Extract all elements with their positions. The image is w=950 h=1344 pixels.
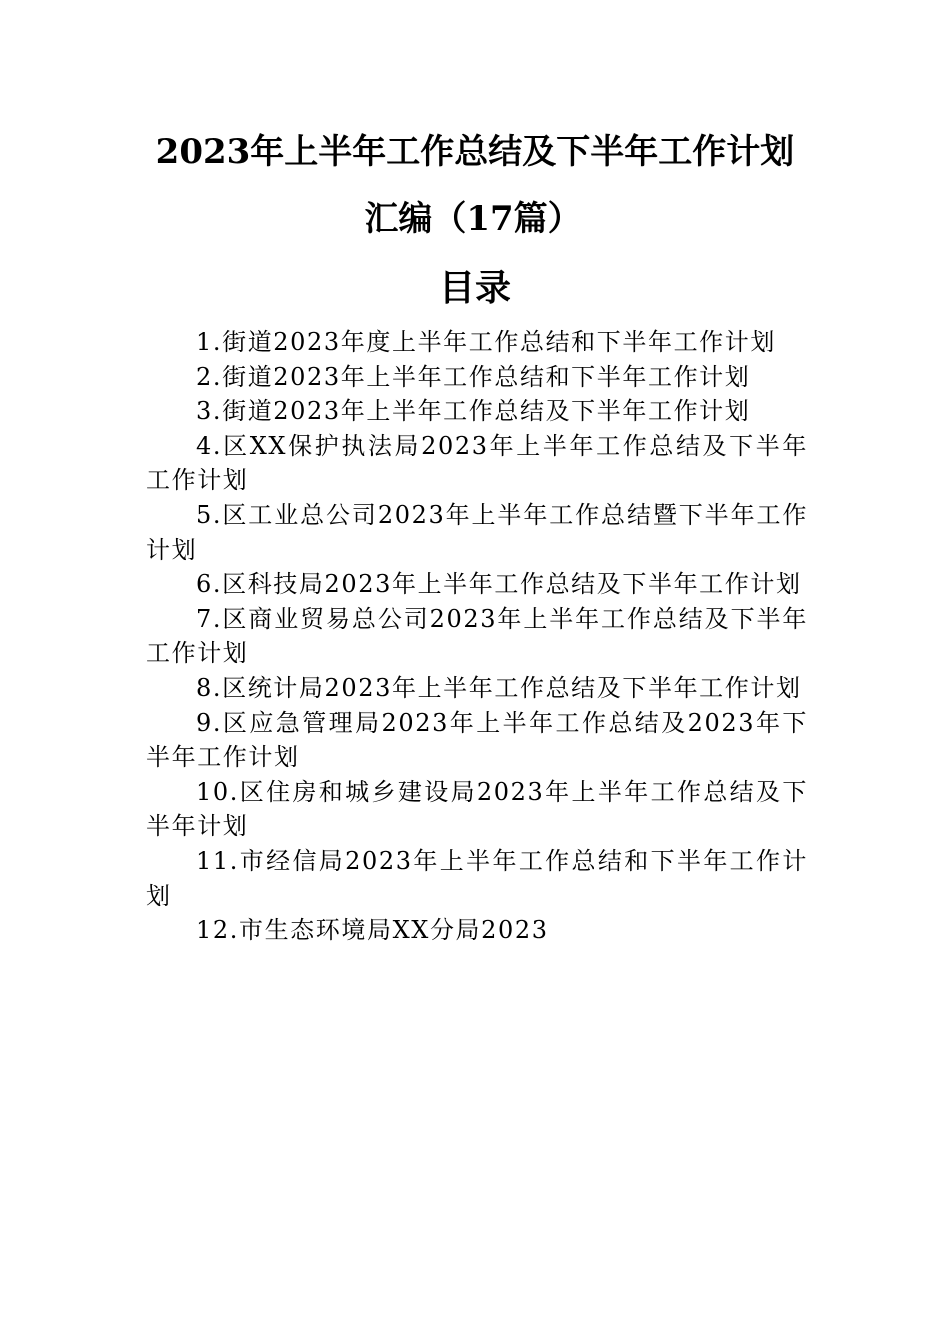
toc-item: 2.街道2023年上半年工作总结和下半年工作计划 — [196, 362, 751, 391]
toc-item: 6.区科技局2023年上半年工作总结及下半年工作计划 — [196, 570, 802, 599]
document-title-line-1: 2023年上半年工作总结及下半年工作计划 — [155, 132, 795, 172]
toc-item: 5.区工业总公司2023年上半年工作总结暨下半年工作计划 — [146, 500, 808, 564]
toc-item: 8.区统计局2023年上半年工作总结及下半年工作计划 — [196, 673, 802, 702]
toc-item: 3.街道2023年上半年工作总结及下半年工作计划 — [196, 397, 751, 426]
toc-item: 9.区应急管理局2023年上半年工作总结及2023年下半年工作计划 — [146, 708, 808, 772]
toc-item: 7.区商业贸易总公司2023年上半年工作总结及下半年工作计划 — [146, 604, 808, 668]
toc-item: 1.街道2023年度上半年工作总结和下半年工作计划 — [196, 328, 776, 356]
toc-item: 11.市经信局2023年上半年工作总结和下半年工作计划 — [146, 846, 808, 910]
document-title-line-2: 汇编（17篇） — [364, 199, 582, 239]
toc-item: 10.区住房和城乡建设局2023年上半年工作总结及下半年计划 — [146, 777, 808, 841]
toc-item: 12.市生态环境局XX分局2023 — [196, 916, 549, 945]
toc-heading: 目录 — [438, 267, 511, 309]
toc-item: 4.区XX保护执法局2023年上半年工作总结及下半年工作计划 — [146, 431, 808, 495]
table-of-contents — [146, 325, 808, 948]
